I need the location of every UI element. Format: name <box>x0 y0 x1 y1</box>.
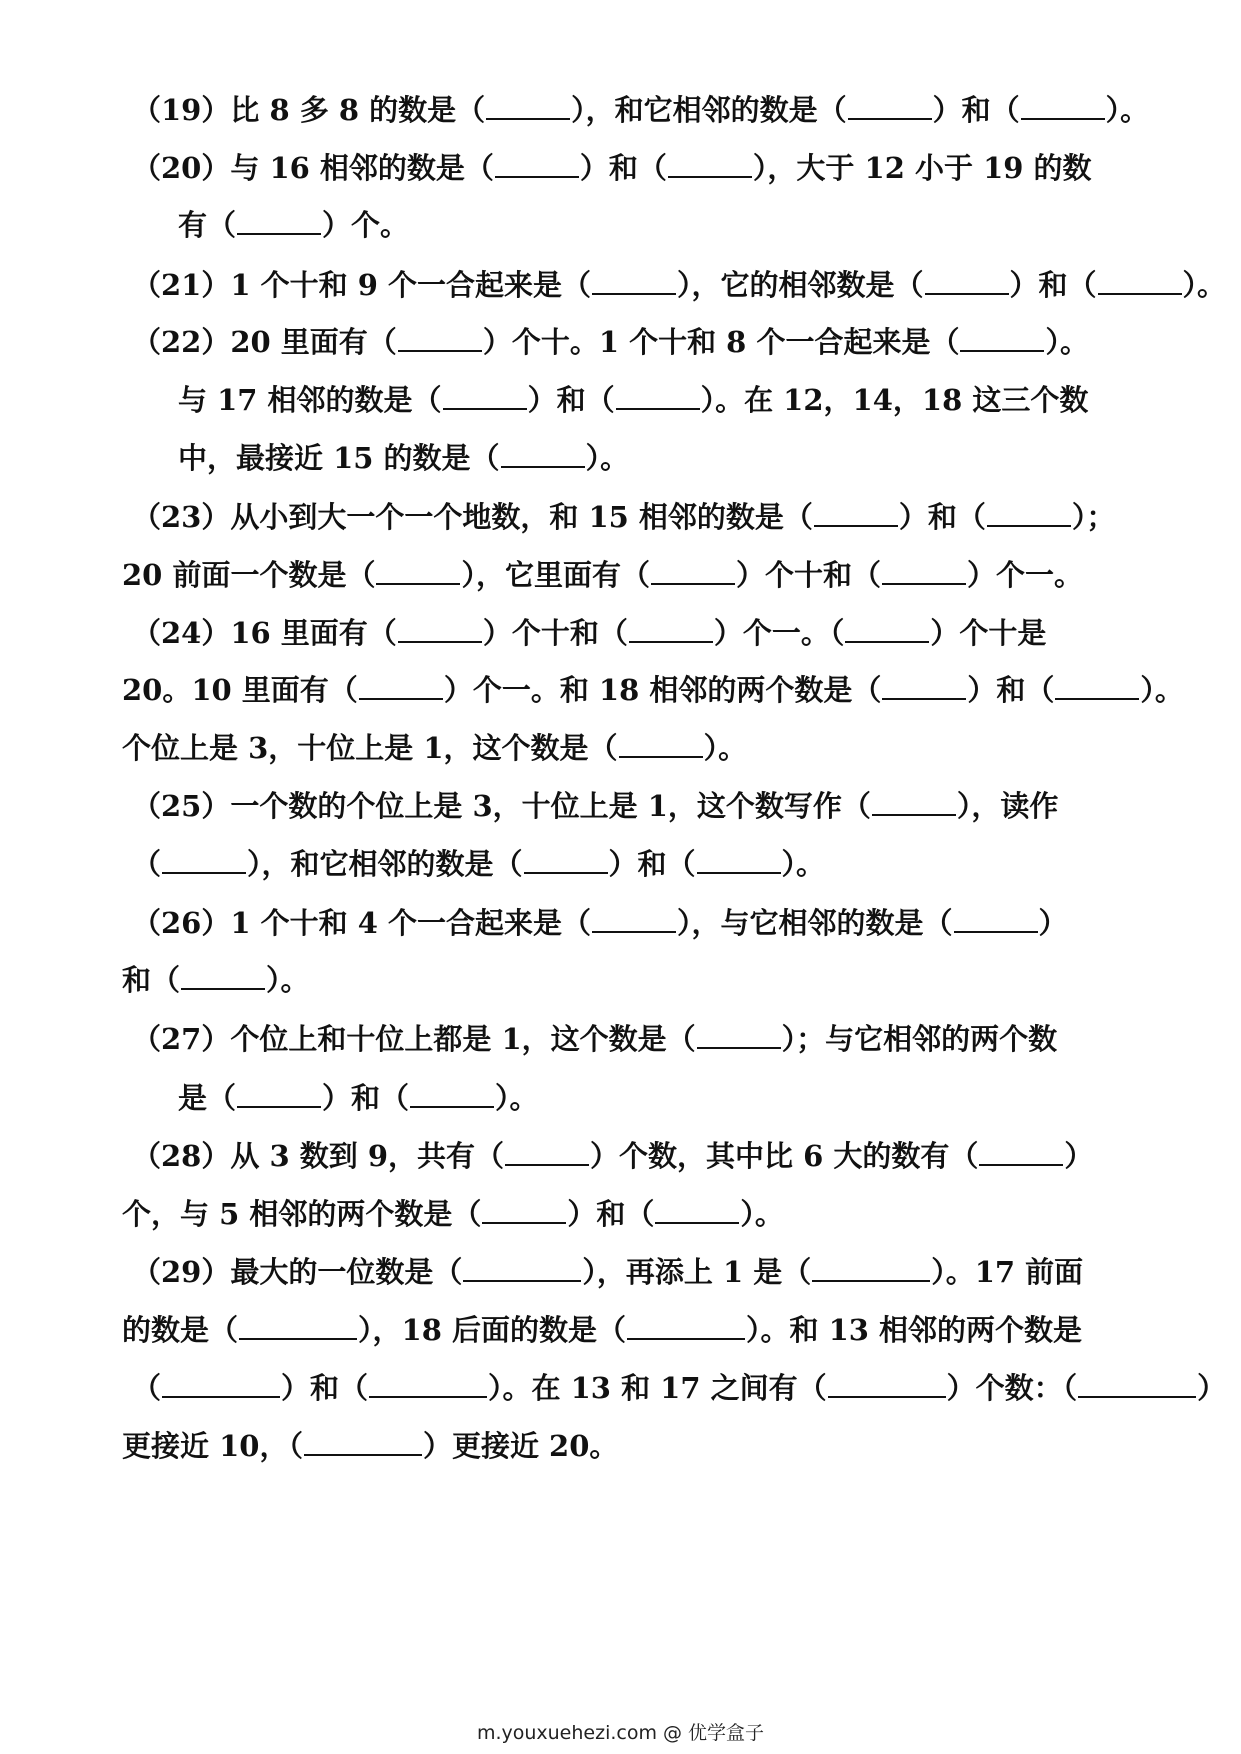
question-text: ）个。 <box>322 208 410 242</box>
answer-blank[interactable] <box>501 440 585 468</box>
answer-blank[interactable] <box>655 1196 739 1224</box>
question-text: 20。10 里面有（ <box>122 673 358 707</box>
question-text: ）。在 13 和 17 之间有（ <box>488 1371 827 1405</box>
question-text: ）个一。（ <box>713 616 845 650</box>
question-line <box>132 265 1226 305</box>
question-text: ）。 <box>1182 268 1227 302</box>
question-text: ）和（ <box>579 151 667 185</box>
question-line <box>132 1368 1226 1408</box>
question-text: ），读作 <box>956 789 1059 823</box>
question-text: ）。17 前面 <box>931 1255 1084 1289</box>
question-text: 和（ <box>122 963 181 997</box>
answer-blank[interactable] <box>651 557 735 585</box>
question-text: ）。 <box>1105 93 1150 127</box>
question-line <box>122 960 310 1000</box>
question-text: ），和它相邻的数是（ <box>571 93 847 127</box>
question-text: （ <box>132 847 162 881</box>
question-line <box>178 1078 539 1118</box>
question-text: ）。 <box>495 1081 539 1115</box>
answer-blank[interactable] <box>486 92 570 120</box>
answer-blank[interactable] <box>304 1428 422 1456</box>
answer-blank[interactable] <box>162 846 246 874</box>
question-text: ）和（ <box>567 1197 655 1231</box>
question-line <box>132 497 1115 537</box>
question-text: ）和（ <box>898 500 986 534</box>
question-line <box>122 1426 618 1466</box>
question-text: ）。 <box>1140 673 1184 707</box>
answer-blank[interactable] <box>925 267 1009 295</box>
question-text: ）更接近 20。 <box>422 1429 619 1463</box>
answer-blank[interactable] <box>987 499 1071 527</box>
question-line <box>178 438 629 478</box>
question-text: ）个十。1 个十和 8 个一合起来是（ <box>482 325 960 359</box>
answer-blank[interactable] <box>239 1312 357 1340</box>
question-line <box>132 1019 1057 1059</box>
answer-blank[interactable] <box>872 788 956 816</box>
question-text: ）个一。和 18 相邻的两个数是（ <box>443 673 882 707</box>
answer-blank[interactable] <box>882 557 966 585</box>
question-text: ）和（ <box>322 1081 410 1115</box>
answer-blank[interactable] <box>616 382 700 410</box>
answer-blank[interactable] <box>1078 1370 1196 1398</box>
answer-blank[interactable] <box>828 1370 946 1398</box>
question-text: ）和（ <box>967 673 1055 707</box>
answer-blank[interactable] <box>410 1080 494 1108</box>
answer-blank[interactable] <box>960 324 1044 352</box>
question-line <box>178 205 409 245</box>
question-text: ）个十和（ <box>482 616 628 650</box>
question-text: ）；与它相邻的两个数 <box>781 1022 1058 1056</box>
answer-blank[interactable] <box>592 267 676 295</box>
question-text: （24）16 里面有（ <box>132 616 397 650</box>
answer-blank[interactable] <box>814 499 898 527</box>
question-text: （27）个位上和十位上都是 1，这个数是（ <box>132 1022 696 1056</box>
question-text: 中，最接近 15 的数是（ <box>178 441 500 475</box>
answer-blank[interactable] <box>505 1138 589 1166</box>
question-text: ），它的相邻数是（ <box>677 268 924 302</box>
answer-blank[interactable] <box>463 1254 581 1282</box>
question-text: ） <box>1064 1139 1094 1173</box>
answer-blank[interactable] <box>237 1080 321 1108</box>
question-line <box>132 786 1058 826</box>
question-line <box>132 90 1149 130</box>
answer-blank[interactable] <box>359 672 443 700</box>
question-line <box>122 670 1184 710</box>
answer-blank[interactable] <box>495 150 579 178</box>
question-text: ）个十和（ <box>735 558 881 592</box>
answer-blank[interactable] <box>668 150 752 178</box>
question-text: ）。 <box>1045 325 1089 359</box>
answer-blank[interactable] <box>882 672 966 700</box>
answer-blank[interactable] <box>697 1021 781 1049</box>
answer-blank[interactable] <box>812 1254 930 1282</box>
answer-blank[interactable] <box>369 1370 487 1398</box>
question-text: ）和（ <box>1009 268 1097 302</box>
question-text: ）。和 13 相邻的两个数是 <box>745 1313 1083 1347</box>
question-text: 20 前面一个数是（ <box>122 558 376 592</box>
question-text: （21）1 个十和 9 个一合起来是（ <box>132 268 592 302</box>
question-text: 与 17 相邻的数是（ <box>178 383 442 417</box>
question-text: ）个数，其中比 6 大的数有（ <box>590 1139 979 1173</box>
footer-watermark: m.youxuehezi.com @ 优学盒子 <box>476 1722 765 1744</box>
question-text: ），大于 12 小于 19 的数 <box>752 151 1092 185</box>
question-text: ）。 <box>585 441 630 475</box>
answer-blank[interactable] <box>619 730 703 758</box>
answer-blank[interactable] <box>376 557 460 585</box>
answer-blank[interactable] <box>1021 92 1105 120</box>
question-text: 有（ <box>178 208 237 242</box>
answer-blank[interactable] <box>162 1370 280 1398</box>
question-text: （ <box>132 1371 162 1405</box>
question-text: ），和它相邻的数是（ <box>247 847 523 881</box>
answer-blank[interactable] <box>524 846 608 874</box>
question-line <box>122 1194 784 1234</box>
question-line <box>122 1310 1082 1350</box>
question-line <box>132 844 825 884</box>
answer-blank[interactable] <box>848 92 932 120</box>
question-text: ）和（ <box>281 1371 369 1405</box>
question-line <box>122 728 747 768</box>
answer-blank[interactable] <box>1098 267 1182 295</box>
question-text: ） <box>1038 906 1068 940</box>
question-text: （20）与 16 相邻的数是（ <box>132 151 494 185</box>
question-text: 更接近 10，（ <box>122 1429 303 1463</box>
question-text: ）。在 12，14，18 这三个数 <box>700 383 1089 417</box>
question-text: （28）从 3 数到 9，共有（ <box>132 1139 505 1173</box>
question-text: ），它里面有（ <box>461 558 650 592</box>
question-text: （19）比 8 多 8 的数是（ <box>132 93 486 127</box>
question-line <box>132 322 1089 362</box>
question-text: ）和（ <box>608 847 696 881</box>
question-text: ）个数：（ <box>946 1371 1078 1405</box>
answer-blank[interactable] <box>627 1312 745 1340</box>
question-line <box>132 1252 1083 1292</box>
question-text: ）； <box>1071 500 1116 534</box>
question-text: ）。 <box>781 847 826 881</box>
answer-blank[interactable] <box>592 905 676 933</box>
question-text: ）。 <box>703 731 748 765</box>
question-line <box>178 380 1088 420</box>
question-text: （23）从小到大一个一个地数，和 15 相邻的数是（ <box>132 500 813 534</box>
answer-blank[interactable] <box>954 905 1038 933</box>
answer-blank[interactable] <box>697 846 781 874</box>
question-text: 个，与 5 相邻的两个数是（ <box>122 1197 482 1231</box>
question-line <box>132 903 1068 943</box>
question-text: ）和（ <box>932 93 1020 127</box>
question-text: （29）最大的一位数是（ <box>132 1255 463 1289</box>
question-text: ），与它相邻的数是（ <box>677 906 953 940</box>
answer-blank[interactable] <box>398 615 482 643</box>
answer-blank[interactable] <box>237 207 321 235</box>
question-text: 的数是（ <box>122 1313 239 1347</box>
question-text: ）个十是 <box>930 616 1047 650</box>
question-text: 个位上是 3，十位上是 1，这个数是（ <box>122 731 618 765</box>
question-text: （22）20 里面有（ <box>132 325 397 359</box>
question-text: （25）一个数的个位上是 3，十位上是 1，这个数写作（ <box>132 789 871 823</box>
question-text: （26）1 个十和 4 个一合起来是（ <box>132 906 592 940</box>
question-line <box>132 1136 1093 1176</box>
question-text: ），18 后面的数是（ <box>358 1313 626 1347</box>
answer-blank[interactable] <box>845 615 929 643</box>
answer-blank[interactable] <box>629 615 713 643</box>
answer-blank[interactable] <box>482 1196 566 1224</box>
answer-blank[interactable] <box>1055 672 1139 700</box>
question-text: 是（ <box>178 1081 237 1115</box>
question-text: ） <box>1197 1371 1227 1405</box>
question-text: ），再添上 1 是（ <box>582 1255 812 1289</box>
question-text: ）。 <box>266 963 310 997</box>
question-line <box>132 613 1046 653</box>
question-text: ）和（ <box>527 383 615 417</box>
answer-blank[interactable] <box>398 324 482 352</box>
answer-blank[interactable] <box>181 962 265 990</box>
answer-blank[interactable] <box>979 1138 1063 1166</box>
question-line <box>122 555 1083 595</box>
question-text: ）个一。 <box>966 558 1083 592</box>
question-line <box>132 148 1092 188</box>
answer-blank[interactable] <box>443 382 527 410</box>
question-text: ）。 <box>740 1197 784 1231</box>
